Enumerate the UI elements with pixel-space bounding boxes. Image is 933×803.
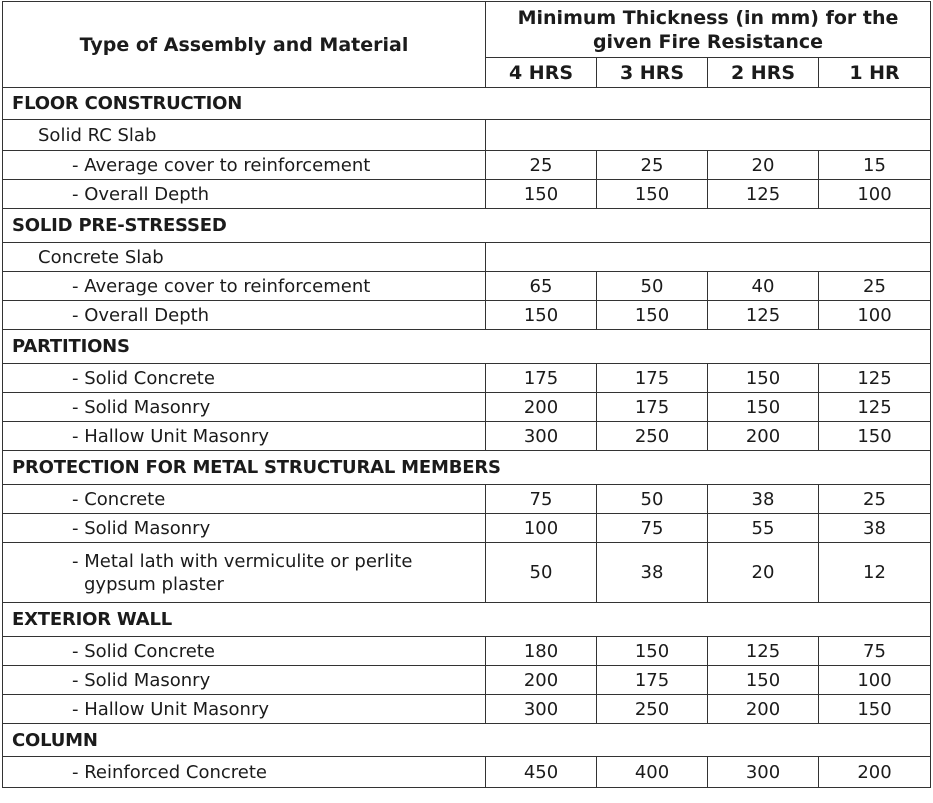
section-title-partitions: PARTITIONS <box>3 330 931 364</box>
empty-cell <box>486 120 931 151</box>
value-3hrs: 38 <box>597 543 708 603</box>
value-2hrs: 55 <box>708 514 819 543</box>
table-row <box>3 543 931 603</box>
value-2hrs: 38 <box>708 485 819 514</box>
subsection-title-solid-rc-slab: Solid RC Slab <box>3 120 486 151</box>
value-1hr: 150 <box>819 422 931 451</box>
value-3hrs: 25 <box>597 151 708 180</box>
row-label: - Overall Depth <box>3 301 486 330</box>
value-2hrs: 125 <box>708 637 819 666</box>
subsection-row <box>3 120 931 151</box>
value-2hrs: 40 <box>708 272 819 301</box>
header-type-of-assembly: Type of Assembly and Material <box>3 2 486 88</box>
value-3hrs: 150 <box>597 301 708 330</box>
value-1hr: 200 <box>819 757 931 788</box>
value-1hr: 125 <box>819 364 931 393</box>
row-label: - Average cover to reinforcement <box>3 151 486 180</box>
value-4hrs: 150 <box>486 301 597 330</box>
header-2-hrs: 2 HRS <box>708 58 819 88</box>
value-3hrs: 175 <box>597 666 708 695</box>
value-3hrs: 150 <box>597 180 708 209</box>
table-row <box>3 485 931 514</box>
empty-cell <box>486 243 931 272</box>
value-4hrs: 175 <box>486 364 597 393</box>
value-4hrs: 100 <box>486 514 597 543</box>
value-3hrs: 75 <box>597 514 708 543</box>
header-1-hr: 1 HR <box>819 58 931 88</box>
value-1hr: 12 <box>819 543 931 603</box>
value-4hrs: 50 <box>486 543 597 603</box>
value-4hrs: 65 <box>486 272 597 301</box>
table-row <box>3 514 931 543</box>
table-row <box>3 422 931 451</box>
header-minimum-thickness: Minimum Thickness (in mm) for the given Fire Resistance <box>486 2 931 58</box>
value-4hrs: 25 <box>486 151 597 180</box>
value-2hrs: 150 <box>708 666 819 695</box>
table-row <box>3 301 931 330</box>
section-title-protection-metal: PROTECTION FOR METAL STRUCTURAL MEMBERS <box>3 451 931 485</box>
subsection-row <box>3 243 931 272</box>
value-4hrs: 150 <box>486 180 597 209</box>
value-3hrs: 50 <box>597 272 708 301</box>
row-label: - Hallow Unit Masonry <box>3 422 486 451</box>
table-row <box>3 637 931 666</box>
table-row <box>3 666 931 695</box>
table-row <box>3 151 931 180</box>
section-row <box>3 330 931 364</box>
section-row <box>3 451 931 485</box>
row-label: - Solid Concrete <box>3 637 486 666</box>
value-4hrs: 200 <box>486 666 597 695</box>
value-3hrs: 175 <box>597 364 708 393</box>
value-2hrs: 150 <box>708 364 819 393</box>
section-row <box>3 88 931 120</box>
value-2hrs: 300 <box>708 757 819 788</box>
row-label-line-1: - Metal lath with vermiculite or perlite <box>72 550 413 572</box>
value-1hr: 100 <box>819 301 931 330</box>
subsection-title-concrete-slab: Concrete Slab <box>3 243 486 272</box>
row-label-multiline <box>3 543 486 603</box>
value-2hrs: 125 <box>708 301 819 330</box>
value-2hrs: 150 <box>708 393 819 422</box>
value-3hrs: 150 <box>597 637 708 666</box>
row-label: - Solid Masonry <box>3 393 486 422</box>
value-3hrs: 400 <box>597 757 708 788</box>
table-row <box>3 272 931 301</box>
section-row <box>3 209 931 243</box>
table-row <box>3 757 931 788</box>
value-3hrs: 175 <box>597 393 708 422</box>
row-label: - Hallow Unit Masonry <box>3 695 486 724</box>
value-1hr: 125 <box>819 393 931 422</box>
row-label: - Solid Masonry <box>3 514 486 543</box>
row-label: - Solid Masonry <box>3 666 486 695</box>
value-1hr: 15 <box>819 151 931 180</box>
value-2hrs: 200 <box>708 695 819 724</box>
value-2hrs: 20 <box>708 151 819 180</box>
section-title-exterior-wall: EXTERIOR WALL <box>3 603 931 637</box>
section-row <box>3 724 931 757</box>
value-4hrs: 300 <box>486 695 597 724</box>
value-2hrs: 200 <box>708 422 819 451</box>
table-row <box>3 180 931 209</box>
value-1hr: 150 <box>819 695 931 724</box>
row-label: - Solid Concrete <box>3 364 486 393</box>
row-label: - Concrete <box>3 485 486 514</box>
row-label: - Average cover to reinforcement <box>3 272 486 301</box>
value-1hr: 100 <box>819 180 931 209</box>
value-2hrs: 125 <box>708 180 819 209</box>
value-2hrs: 20 <box>708 543 819 603</box>
header-4-hrs: 4 HRS <box>486 58 597 88</box>
value-1hr: 25 <box>819 485 931 514</box>
row-label: - Overall Depth <box>3 180 486 209</box>
section-row <box>3 603 931 637</box>
value-1hr: 38 <box>819 514 931 543</box>
fire-resistance-table <box>2 1 931 788</box>
value-4hrs: 300 <box>486 422 597 451</box>
value-4hrs: 75 <box>486 485 597 514</box>
value-3hrs: 50 <box>597 485 708 514</box>
value-4hrs: 450 <box>486 757 597 788</box>
section-title-solid-pre-stressed: SOLID PRE-STRESSED <box>3 209 931 243</box>
row-label: - Reinforced Concrete <box>3 757 486 788</box>
table-row <box>3 393 931 422</box>
value-3hrs: 250 <box>597 422 708 451</box>
value-4hrs: 180 <box>486 637 597 666</box>
value-4hrs: 200 <box>486 393 597 422</box>
section-title-floor-construction: FLOOR CONSTRUCTION <box>3 88 931 120</box>
header-3-hrs: 3 HRS <box>597 58 708 88</box>
value-3hrs: 250 <box>597 695 708 724</box>
value-1hr: 25 <box>819 272 931 301</box>
value-1hr: 100 <box>819 666 931 695</box>
table-row <box>3 695 931 724</box>
section-title-column: COLUMN <box>3 724 931 757</box>
value-1hr: 75 <box>819 637 931 666</box>
table-row <box>3 364 931 393</box>
row-label-line-2: gypsum plaster <box>84 573 224 595</box>
